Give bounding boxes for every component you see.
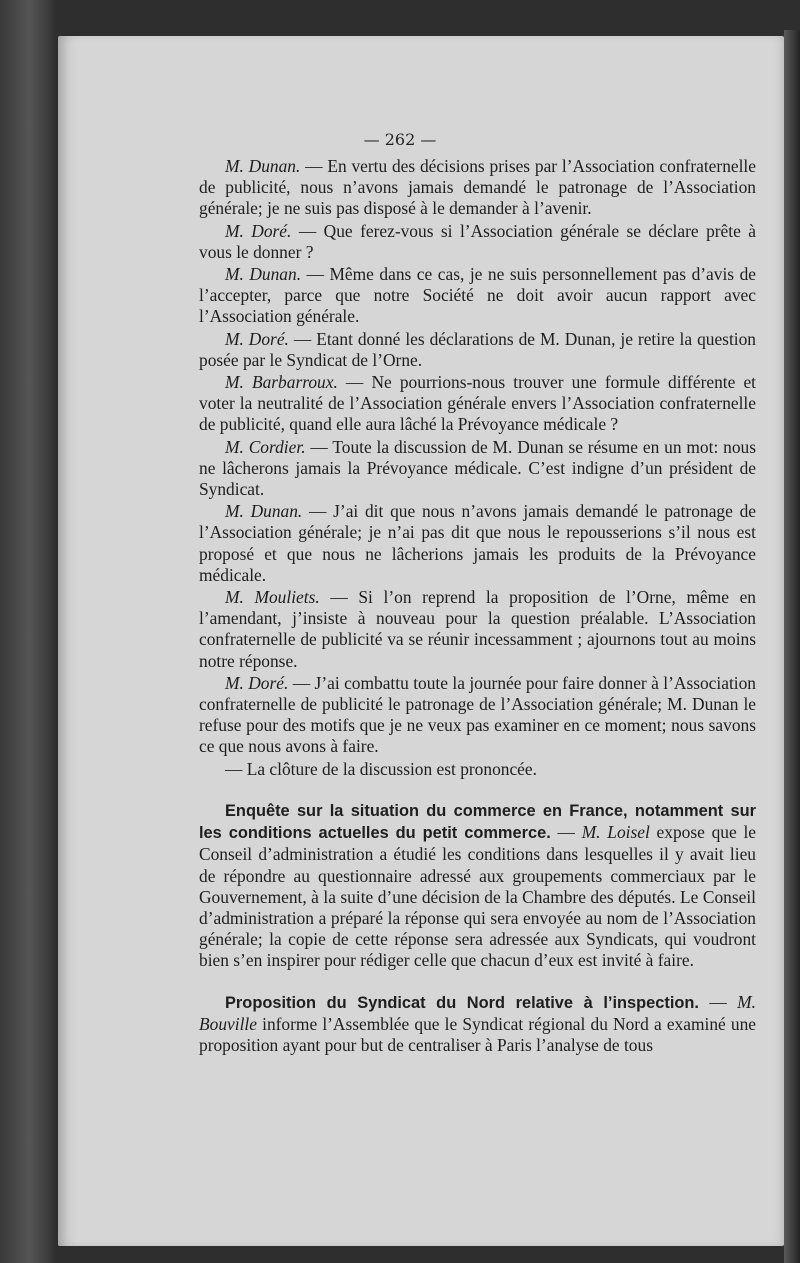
section-heading: Proposition du Syndicat du Nord relative à l’inspection. [225,993,699,1012]
paragraph [199,501,756,586]
paragraph-text: — Si l’on reprend la proposition de l’Orne, même en l’amendant, j’insiste à nouveau pour la question préalable. L’Association confraternelle de publicité va se réunir incessamment ; ajournons tout au moins notre réponse. [199,587,756,671]
page-number: — 262 — [363,130,437,149]
paragraph-text: — Que ferez-vous si l’Association générale se déclare prête à vous le donner ? [199,220,756,262]
section-text: expose que le Conseil d’administration a étudié les conditions dans lesquelles il y avait lieu de répondre au questionnaire adressé aux groupements commerciaux par le Gouvernement, à la suite d’une décision de la Chambre des députés. Le Conseil d’administration a préparé la réponse qui sera envoyée au nom de l’Association générale; la copie de cette réponse sera adressée aux Syndicats, qui voudront bien s’en inspirer pour rédiger celle que chacun d’eux est invité à faire. [199,822,757,971]
closing-remark [199,759,756,780]
paragraph [199,156,756,220]
paragraph [199,437,756,501]
dash-separator: — [698,991,738,1012]
speaker-name: M. Bouville [199,991,756,1034]
dash-separator: — [550,822,582,843]
speaker-name: M. Mouliets. [225,587,320,608]
paragraph-text: — J’ai dit que nous n’avons jamais demandé le patronage de l’Association générale; je n’ai pas dit que nous le repousserions s’il nous est proposé et que nous ne lâcherions jamais les produits de la Prévoyance médicale. [199,501,756,585]
book-spine [784,30,800,1263]
paragraph-text: — En vertu des décisions prises par l’Association confraternelle de publicité, nous n’avons jamais demandé le patronage de l’Association générale; je ne suis pas disposé à le demander à l’avenir. [199,156,756,219]
speaker-name: M. Doré. [225,672,289,693]
paragraph [199,587,756,672]
speaker-name: M. Loisel [581,822,650,843]
paragraph-text: — La clôture de la discussion est prononcée. [225,758,537,779]
paragraph-text: — Etant donné les déclarations de M. Dunan, je retire la question posée par le Syndicat de l’Orne. [199,328,756,370]
paragraph-text: — Ne pourrions-nous trouver une formule différente et voter la neutralité de l’Association générale envers l’Association confraternelle de publicité, quand elle aura lâché la Prévoyance médicale ? [199,372,756,435]
paragraph [199,264,756,328]
paragraph [199,673,756,758]
page-text [199,156,756,1056]
speaker-name: M. Dunan. [225,501,303,522]
paragraph-text: — Toute la discussion de M. Dunan se résume en un mot: nous ne lâcherons jamais la Prévoyance médicale. C’est indigne d’un président de Syndicat. [199,436,756,500]
section-text: informe l’Assemblée que le Syndicat régional du Nord a examiné une proposition ayant pour but de centraliser à Paris l’analyse de tous [199,1013,756,1055]
paragraph [199,221,756,263]
paragraph-text: — J’ai combattu toute la journée pour faire donner à l’Association confraternelle de publicité le patronage de l’Association générale; M. Dunan le refuse pour des motifs que je ne veux pas examiner en ce moment; nous savons ce que nous avons à faire. [199,672,756,757]
speaker-name: M. Dunan. [225,264,302,285]
speaker-name: M. Dunan. [225,156,301,176]
speaker-name: M. Doré. [225,220,292,241]
speaker-name: M. Doré. [225,328,289,349]
paragraph [199,329,756,371]
paragraph [199,372,756,436]
speaker-name: M. Cordier. [225,436,306,457]
speaker-name: M. Barbarroux. [225,372,338,393]
section-proposition [199,992,756,1057]
section-enquete [199,800,756,972]
paragraph-text: — Même dans ce cas, je ne suis personnellement pas d’avis de l’accepter, parce que notre Société ne doit avoir aucun rapport avec l’Association générale. [199,264,756,327]
section-heading: Enquête sur la situation du commerce en France, notamment sur les conditions actuelles du petit commerce. [199,801,756,843]
